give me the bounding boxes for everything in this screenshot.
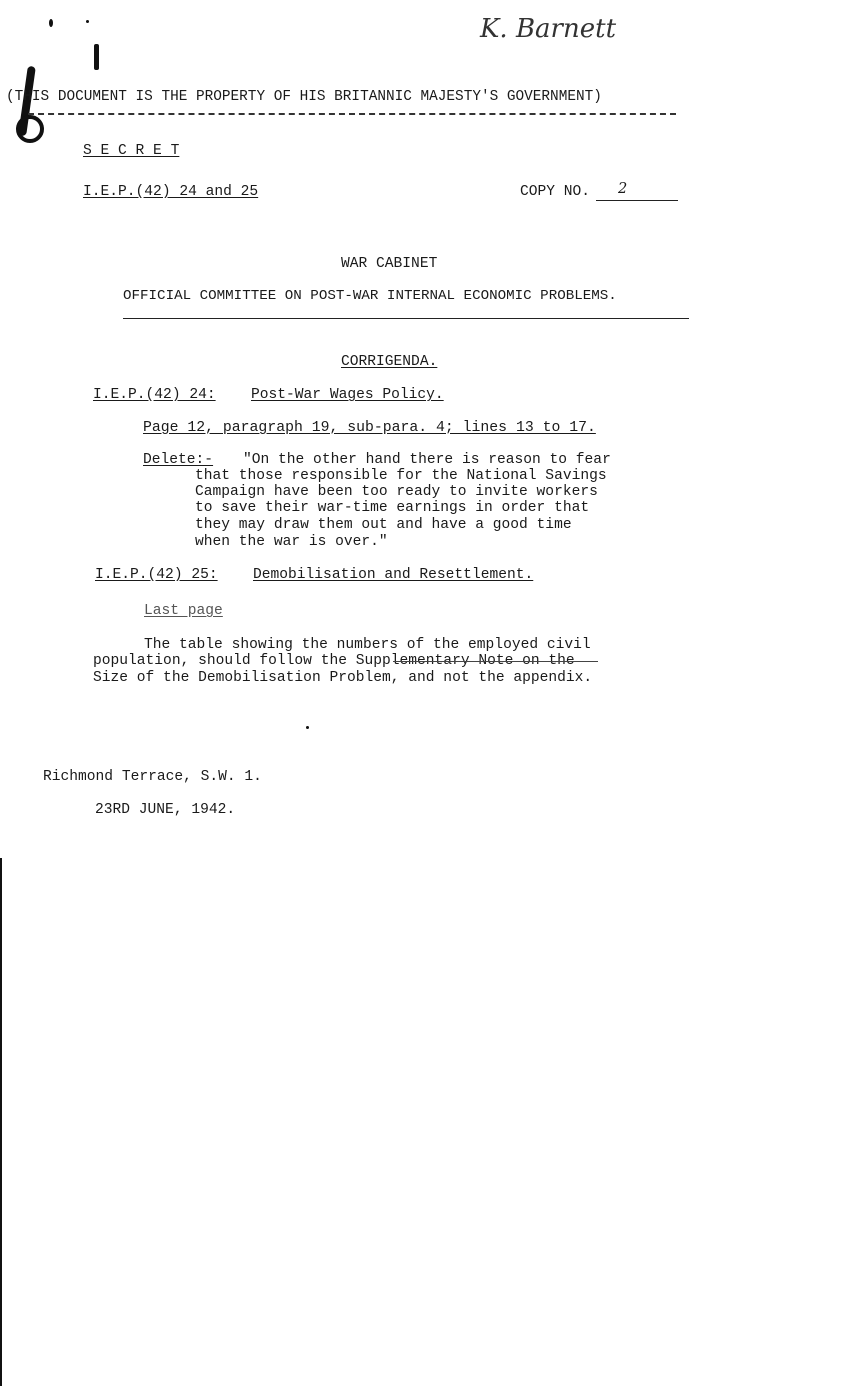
ink-mark: [94, 44, 99, 70]
copy-number: 2: [618, 180, 628, 197]
deleted-text-line: they may draw them out and have a good time: [195, 517, 572, 533]
deleted-text-line: "On the other hand there is reason to fear: [243, 452, 611, 468]
committee-title: OFFICIAL COMMITTEE ON POST-WAR INTERNAL ECONOMIC PROBLEMS.: [123, 288, 617, 304]
item2-location: Last page: [144, 603, 223, 619]
handwritten-annotation: K. Barnett: [480, 14, 617, 44]
item2-reference: I.E.P.(42) 25:: [95, 567, 218, 583]
scan-edge: [0, 858, 2, 1386]
document-reference: I.E.P.(42) 24 and 25: [83, 184, 259, 200]
notice-dashed-rule: [28, 113, 676, 115]
item2-text-line: Size of the Demobilisation Problem, and not the appendix.: [93, 670, 593, 686]
ink-mark: [16, 115, 44, 143]
item1-location: Page 12, paragraph 19, sub-para. 4; lines 13 to 17.: [143, 420, 596, 436]
delete-label: Delete:-: [143, 452, 214, 468]
deleted-text-line: Campaign have been too ready to invite workers: [195, 484, 598, 500]
classification-label: S E C R E T: [83, 143, 180, 159]
copy-label: COPY NO.: [520, 184, 591, 200]
date: 23RD JUNE, 1942.: [95, 802, 236, 818]
ink-dot: [306, 726, 309, 729]
item1-title: Post-War Wages Policy.: [251, 387, 444, 403]
property-notice: (THIS DOCUMENT IS THE PROPERTY OF HIS BRITANNIC MAJESTY'S GOVERNMENT): [6, 89, 602, 105]
ink-mark: [49, 19, 53, 27]
title-rule: [123, 318, 689, 319]
deleted-text-line: that those responsible for the National Savings: [195, 468, 607, 484]
corrigenda-heading: CORRIGENDA.: [341, 354, 438, 370]
ink-mark: [86, 20, 89, 23]
copy-number-line: [596, 200, 678, 201]
item2-text-line: The table showing the numbers of the employed civil: [144, 637, 591, 653]
deleted-text-line: when the war is over.": [195, 534, 388, 550]
correction-strike: [393, 661, 598, 662]
item1-reference: I.E.P.(42) 24:: [93, 387, 216, 403]
cabinet-title: WAR CABINET: [341, 256, 438, 272]
item2-title: Demobilisation and Resettlement.: [253, 567, 534, 583]
address: Richmond Terrace, S.W. 1.: [43, 769, 262, 785]
deleted-text-line: to save their war-time earnings in order that: [195, 500, 590, 516]
item2-text-line: population, should follow the Supplementary Note on the: [93, 653, 575, 669]
